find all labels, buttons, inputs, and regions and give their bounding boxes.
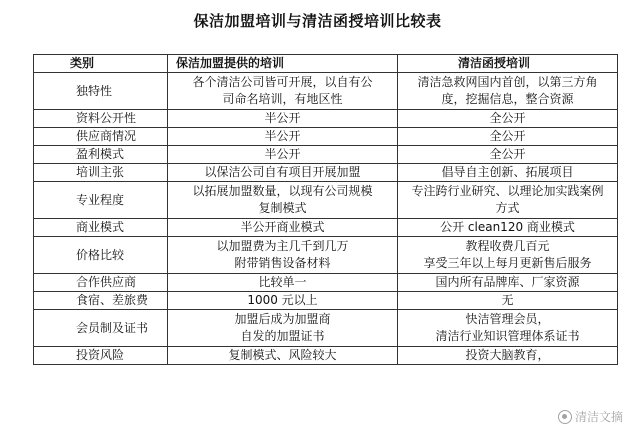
row-category: 商业模式 [34, 219, 168, 237]
row-category: 投资风险 [34, 347, 168, 365]
franchise-value: 半公开 [168, 128, 398, 146]
header-category: 类别 [34, 55, 168, 73]
table-row [34, 347, 618, 365]
table-row [34, 310, 618, 347]
franchise-value: 比较单一 [168, 274, 398, 292]
table-row [34, 110, 618, 128]
row-category: 专业程度 [34, 182, 168, 219]
header-franchise-training: 保洁加盟提供的培训 [168, 55, 398, 73]
correspondence-value: 清洁急救网国内首创，以第三方角 度，挖掘信息，整合资源 [398, 73, 618, 110]
header-row [34, 55, 618, 73]
correspondence-value: 无 [398, 292, 618, 310]
header-correspondence-training: 清洁函授培训 [398, 55, 618, 73]
table-row [34, 274, 618, 292]
watermark-text: 清洁文摘 [574, 410, 623, 424]
table-row [34, 164, 618, 182]
correspondence-value: 倡导自主创新、拓展项目 [398, 164, 618, 182]
row-category: 会员制及证书 [34, 310, 168, 347]
table-row [34, 182, 618, 219]
franchise-value: 以保洁公司自有项目开展加盟 [168, 164, 398, 182]
table-row [34, 219, 618, 237]
row-category: 培训主张 [34, 164, 168, 182]
correspondence-value: 全公开 [398, 128, 618, 146]
franchise-value: 以加盟费为主几千到几万 附带销售设备材料 [168, 237, 398, 274]
correspondence-value: 快洁管理会员， 清洁行业知识管理体系证书 [398, 310, 618, 347]
correspondence-value: 公开 clean120 商业模式 [398, 219, 618, 237]
comparison-table [33, 54, 618, 365]
correspondence-value: 投资大脑教育， [398, 347, 618, 365]
row-category: 供应商情况 [34, 128, 168, 146]
franchise-value: 各个清洁公司皆可开展，以自有公 司命名培训，有地区性 [168, 73, 398, 110]
correspondence-value: 教程收费几百元 享受三年以上每月更新售后服务 [398, 237, 618, 274]
row-category: 价格比较 [34, 237, 168, 274]
row-category: 食宿、差旅费 [34, 292, 168, 310]
correspondence-value: 全公开 [398, 110, 618, 128]
table-row [34, 128, 618, 146]
row-category: 独特性 [34, 73, 168, 110]
table-row [34, 146, 618, 164]
correspondence-value: 国内所有品牌库、厂家资源 [398, 274, 618, 292]
table-row [34, 237, 618, 274]
franchise-value: 半公开商业模式 [168, 219, 398, 237]
franchise-value: 半公开 [168, 146, 398, 164]
franchise-value: 1000 元以上 [168, 292, 398, 310]
row-category: 合作供应商 [34, 274, 168, 292]
franchise-value: 加盟后成为加盟商 自发的加盟证书 [168, 310, 398, 347]
correspondence-value: 专注跨行业研究、以理论加实践案例 方式 [398, 182, 618, 219]
row-category: 盈利模式 [34, 146, 168, 164]
watermark [558, 408, 623, 425]
correspondence-value: 全公开 [398, 146, 618, 164]
franchise-value: 半公开 [168, 110, 398, 128]
table-row [34, 292, 618, 310]
franchise-value: 以拓展加盟数量，以现有公司规模 复制模式 [168, 182, 398, 219]
wechat-logo-icon [558, 410, 572, 424]
franchise-value: 复制模式、风险较大 [168, 347, 398, 365]
page-title: 保洁加盟培训与清洁函授培训比较表 [193, 12, 442, 30]
table-row [34, 73, 618, 110]
row-category: 资料公开性 [34, 110, 168, 128]
